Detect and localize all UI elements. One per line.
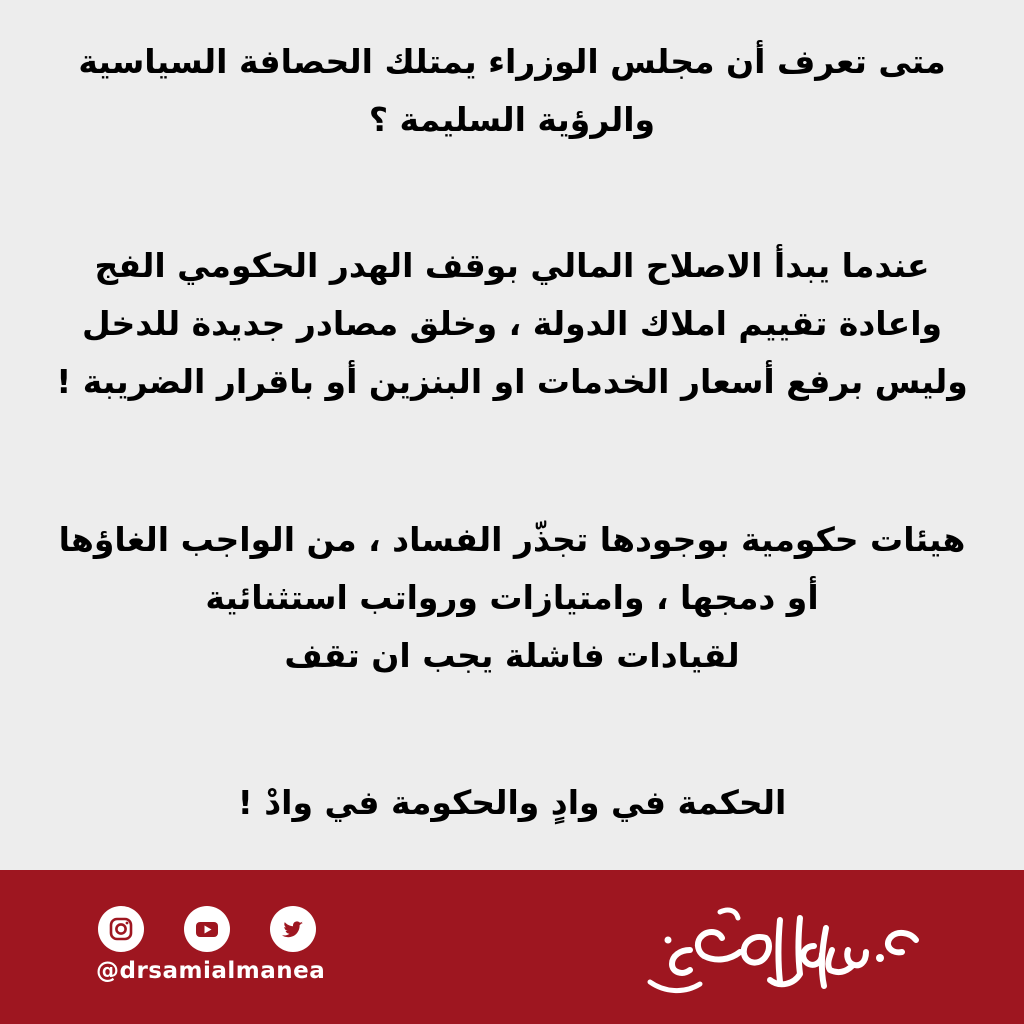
text-line: هيئات حكومية بوجودها تجذّر الفساد ، من الواجب الغاؤها (58, 520, 966, 559)
paragraph-closing (0, 774, 1024, 832)
text-line: لقيادات فاشلة يجب ان تقف (284, 636, 740, 675)
youtube-icon[interactable] (184, 906, 230, 952)
paragraph-answer (0, 237, 1024, 411)
paragraph-bodies (0, 511, 1024, 685)
paragraph-question (0, 33, 1024, 149)
instagram-icon[interactable] (98, 906, 144, 952)
text-line: والرؤية السليمة ؟ (368, 100, 656, 139)
social-icons (98, 906, 322, 954)
signature-logo (630, 888, 950, 1008)
text-line: الحكمة في وادٍ والحكومة في وادْ ! (237, 783, 787, 822)
social-handle: @drsamialmanea (96, 958, 326, 984)
text-line: واعادة تقييم املاك الدولة ، وخلق مصادر جديدة للدخل (81, 304, 943, 343)
text-line: وليس برفع أسعار الخدمات او البنزين أو باقرار الضريبة ! (56, 362, 968, 401)
twitter-icon[interactable] (270, 906, 316, 952)
footer-banner (0, 870, 1024, 1024)
text-line: عندما يبدأ الاصلاح المالي بوقف الهدر الحكومي الفج (94, 246, 930, 285)
text-line: أو دمجها ، وامتيازات ورواتب استثنائية (205, 578, 819, 617)
text-line: متى تعرف أن مجلس الوزراء يمتلك الحصافة السياسية (78, 42, 946, 81)
